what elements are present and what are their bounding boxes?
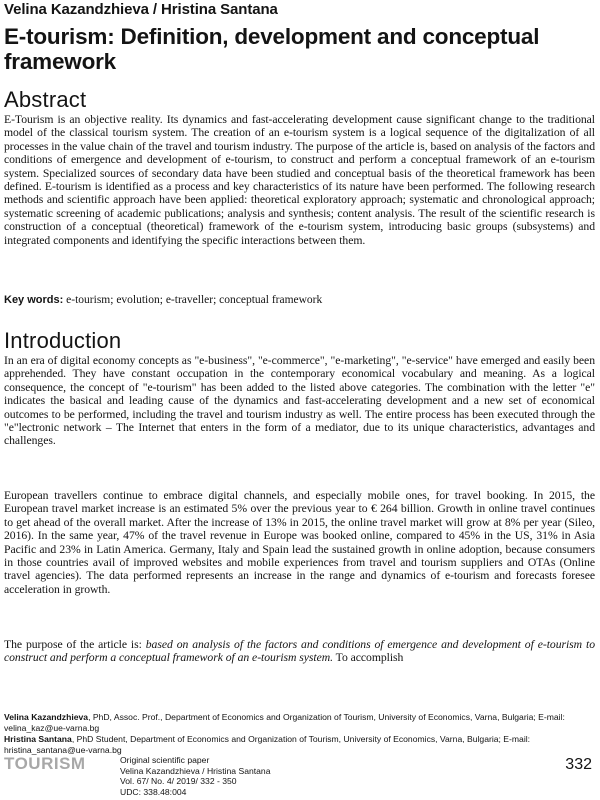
authors-header: Velina Kazandzhieva / Hristina Santana [4,1,278,18]
purpose-continuation: To accomplish [333,651,404,665]
paper-title: E-tourism: Definition, development and conceptual framework [4,24,540,74]
citation-info [120,755,271,797]
footnote-author-2 [4,734,595,756]
purpose-statement: based on analysis of the factors and conditions of emergence and development of e-tourism to construct and perform a conceptual framework of an e-tourism system. [4,638,595,665]
page-number: 332 [565,756,592,773]
footnote-author-1-details: , PhD, Assoc. Prof., Department of Economics and Organization of Tourism, University of Economics, Varna, Bulgaria; E-mail: velina_kaz@ue-varna.bg [4,712,565,733]
footnote-author-2-name: Hristina Santana [4,734,72,744]
footnote-author-1-name: Velina Kazandzhieva [4,712,89,722]
introduction-paragraph-1: In an era of digital economy concepts as "e-business", "e-commerce", "e-marketing", "e-service" have emerged and easily been apprehended. They have constant occupation in the contemporary economical vocabulary and meaning. As a logical consequence, the concept of "e-tourism" has been added to the listed above categories. The combination with the letter "e" indicates the basical and leading cause of the dynamics and fast-accelerating development and a new set of economical outcomes to be performed, including the travel and tourism industry as well. The entire process has been executed through the "e"lectronic network – The Internet that enters in the form of a mediator, due to its unique characteristics, advantages and challenges. [4,354,595,448]
keywords-list: e-tourism; evolution; e-traveller; conceptual framework [63,294,323,306]
purpose-lead: The purpose of the article is: [4,638,146,651]
keywords-line [4,294,595,306]
keywords-label: Key words: [4,294,64,306]
introduction-paragraph-2: European travellers continue to embrace digital channels, and especially mobile ones, for travel booking. In 2015, the European travel market increase is an estimated 5% over the previous year to € 264 billion. Growth in online travel continues to get ahead of the overall market. After the increase of 13% in 2015, the online travel market will grow at 8% per year (Sileo, 2016). In the same year, 47% of the travel revenue in Europe was booked online, compared to 45% in the US, 31% in Asia Pacific and 23% in Latin America. Germany, Italy and Spain lead the sustained growth in online adoption, because consumers in those countries avail of improved websites and mobile experiences from travel and tourism suppliers and OTAs (Online travel agencies). The data performed represents an increase in the range and dynamics of e-tourism and forecasts foresee acceleration in growth. [4,489,595,596]
citation-authors: Velina Kazandzhieva / Hristina Santana [120,765,271,776]
udc-code: UDC: 338.48:004 [120,786,187,797]
footnote-author-1 [4,712,595,734]
introduction-paragraph-3 [4,638,595,665]
paper-type: Original scientific paper [120,755,210,765]
abstract-heading: Abstract [4,87,87,112]
abstract-text: E-Tourism is an objective reality. Its dynamics and fast-accelerating development cause significant change to the traditional model of the classical tourism system. The creation of an e-tourism system is a logical sequence of the digitalization of all processes in the value chain of the travel and tourism industry. The purpose of the article is, based on analysis of the factors and conditions of emergence and development of e-tourism, to construct and perform a conceptual framework of an e-tourism system. Specialized sources of secondary data have been studied and conceptual basis of the theoretical framework has been defined. E-tourism is identified as a process and key characteristics of its nature have been performed. The following research methods and scientific approach have been applied: theoretical exploratory approach; systematic and chronological approach; systematic screening of academic publications; analysis and synthesis; content analysis. The result of the scientific research is construction of a conceptual (theoretical) framework of the e-tourism system, introducing basic groups (subsystems) and integrated components and identifying the specific interactions between them. [4,113,595,247]
volume-info: Vol. 67/ No. 4/ 2019/ 332 - 350 [120,776,237,786]
footnote-author-2-details: , PhD Student, Department of Economics and Organization of Tourism, University of Economics, Varna, Bulgaria; E-mail: hristina_santana@ue-varna.bg [4,734,531,755]
introduction-heading: Introduction [4,328,122,353]
author-footnotes [4,712,595,756]
journal-logo: TOURISM [4,754,86,773]
